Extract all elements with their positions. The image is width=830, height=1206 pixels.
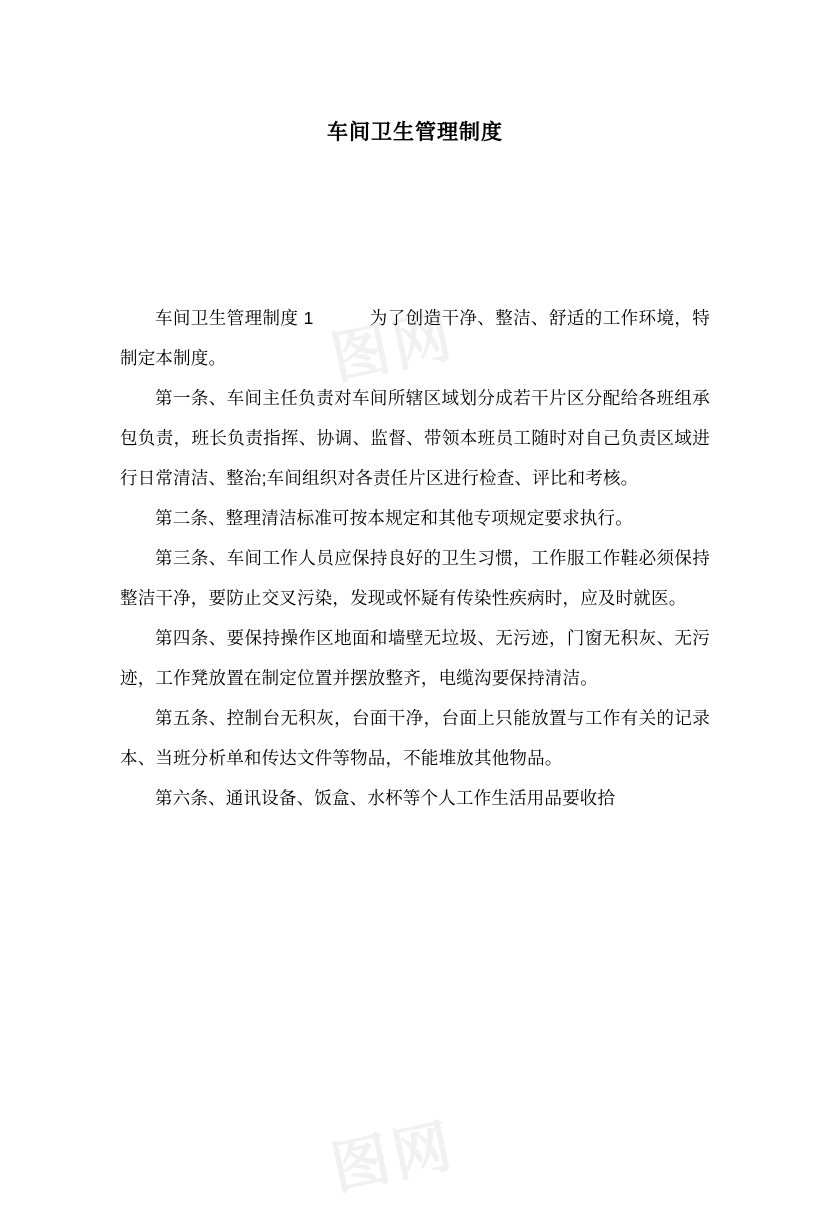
paragraph-5: 第四条、要保持操作区地面和墙壁无垃圾、无污迹，门窗无积灰、无污迹，工作凳放置在制定位置并摆放整齐，电缆沟要保持清洁。 <box>120 628 710 688</box>
paragraph-7: 第六条、通讯设备、饭盒、水杯等个人工作生活用品要收拾 <box>155 788 616 808</box>
paragraph-4: 第三条、车间工作人员应保持良好的卫生习惯，工作服工作鞋必须保持整洁干净，要防止交叉污染，发现或怀疑有传染性疾病时，应及时就医。 <box>120 548 710 608</box>
paragraph-1-text: 为了创造干净、整洁、舒适的工作环境，特制定本制度。 <box>120 308 710 368</box>
paragraph-3: 第二条、整理清洁标准可按本规定和其他专项规定要求执行。 <box>155 508 633 528</box>
paragraph-1 <box>120 298 710 378</box>
document-body <box>120 298 710 818</box>
watermark-top: 图网 <box>325 302 461 393</box>
page-title: 车间卫生管理制度 <box>327 121 503 144</box>
paragraph-1-lead: 车间卫生管理制度 1 <box>155 308 314 328</box>
paragraph-6: 第五条、控制台无积灰，台面干净，台面上只能放置与工作有关的记录本、当班分析单和传达文件等物品，不能堆放其他物品。 <box>120 708 710 768</box>
watermark-bottom: 图网 <box>325 1112 461 1203</box>
paragraph-2: 第一条、车间主任负责对车间所辖区域划分成若干片区分配给各班组承包负责，班长负责指挥、协调、监督、带领本班员工随时对自己负责区域进行日常清洁、整治;车间组织对各责任片区进行检查、评比和考核。 <box>120 388 710 488</box>
